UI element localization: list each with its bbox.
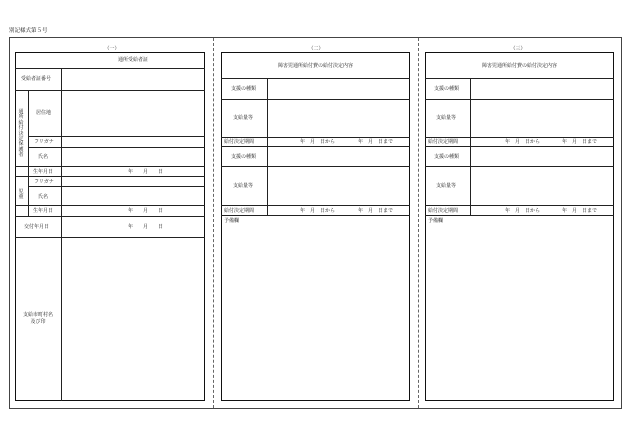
child-furigana-label: フリガナ: [34, 179, 54, 185]
child-birthdate-label: 生年月日: [33, 208, 54, 214]
child-group-label: 児童: [18, 189, 24, 201]
panel3-remarks-label: 予備欄: [428, 218, 444, 224]
recipient-certificate-header: 通所受給者証: [117, 57, 148, 63]
guardian-birthdate-label: 生年月日: [33, 169, 54, 175]
panel3-header: 障害児通所給付費の給付決定内容: [481, 63, 557, 69]
panel2-amount-label-1: 支給量等: [233, 115, 254, 121]
fold-mark-three: （三）: [510, 46, 526, 52]
panel3-period-label-2: 給付決定期間: [428, 208, 459, 214]
recipient-number-label: 受給者証番号: [21, 76, 52, 82]
panel2-period-from-1: 年 月 日から: [300, 139, 336, 145]
panel2-period-label-1: 給付決定期間: [224, 139, 255, 145]
fold-mark-two: （二）: [308, 46, 324, 52]
panel2-header: 障害児通所給付費の給付決定内容: [277, 63, 353, 69]
panel2-period-to-2: 年 月 日まで: [358, 208, 394, 214]
issue-date-label: 交付年月日: [24, 224, 50, 230]
panel2-service-type-label-2: 支援の種類: [231, 154, 257, 160]
panel3-service-type-label-1: 支援の種類: [434, 86, 460, 92]
panel-benefit-decision-2: [221, 52, 410, 401]
panel3-service-type-label-2: 支援の種類: [434, 154, 460, 160]
child-birthdate-value: 年 月 日: [128, 208, 164, 214]
panel-benefit-decision-3: [425, 52, 614, 401]
fold-line-right: [418, 38, 419, 408]
panel2-period-from-2: 年 月 日から: [300, 208, 336, 214]
panel2-service-type-label-1: 支援の種類: [231, 86, 257, 92]
fold-line-left: [213, 38, 214, 408]
panel2-period-to-1: 年 月 日まで: [358, 139, 394, 145]
panel3-period-to-1: 年 月 日まで: [562, 139, 598, 145]
guardian-name-label: 氏名: [38, 154, 49, 160]
document-form-label: 別記様式第５号: [9, 28, 48, 34]
panel2-period-label-2: 給付決定期間: [224, 208, 255, 214]
panel3-amount-label-1: 支給量等: [436, 115, 457, 121]
issue-date-value: 年 月 日: [128, 224, 164, 230]
panel2-amount-label-2: 支給量等: [233, 183, 254, 189]
guardian-birthdate-value: 年 月 日: [128, 169, 164, 175]
panel3-period-to-2: 年 月 日まで: [562, 208, 598, 214]
panel3-period-from-1: 年 月 日から: [505, 139, 541, 145]
guardian-group-label: 通所給付決定保護者: [18, 109, 24, 159]
panel2-remarks-label: 予備欄: [224, 218, 240, 224]
municipality-label-line1: 支給市町村名: [22, 312, 53, 318]
guardian-furigana-label: フリガナ: [34, 139, 54, 145]
child-name-label: 氏名: [38, 194, 49, 200]
municipality-label-line2: 及び印: [30, 319, 46, 325]
panel3-period-label-1: 給付決定期間: [428, 139, 459, 145]
address-label: 居住地: [36, 110, 52, 116]
panel3-amount-label-2: 支給量等: [436, 183, 457, 189]
panel3-period-from-2: 年 月 日から: [505, 208, 541, 214]
fold-mark-one: （一）: [104, 46, 120, 52]
